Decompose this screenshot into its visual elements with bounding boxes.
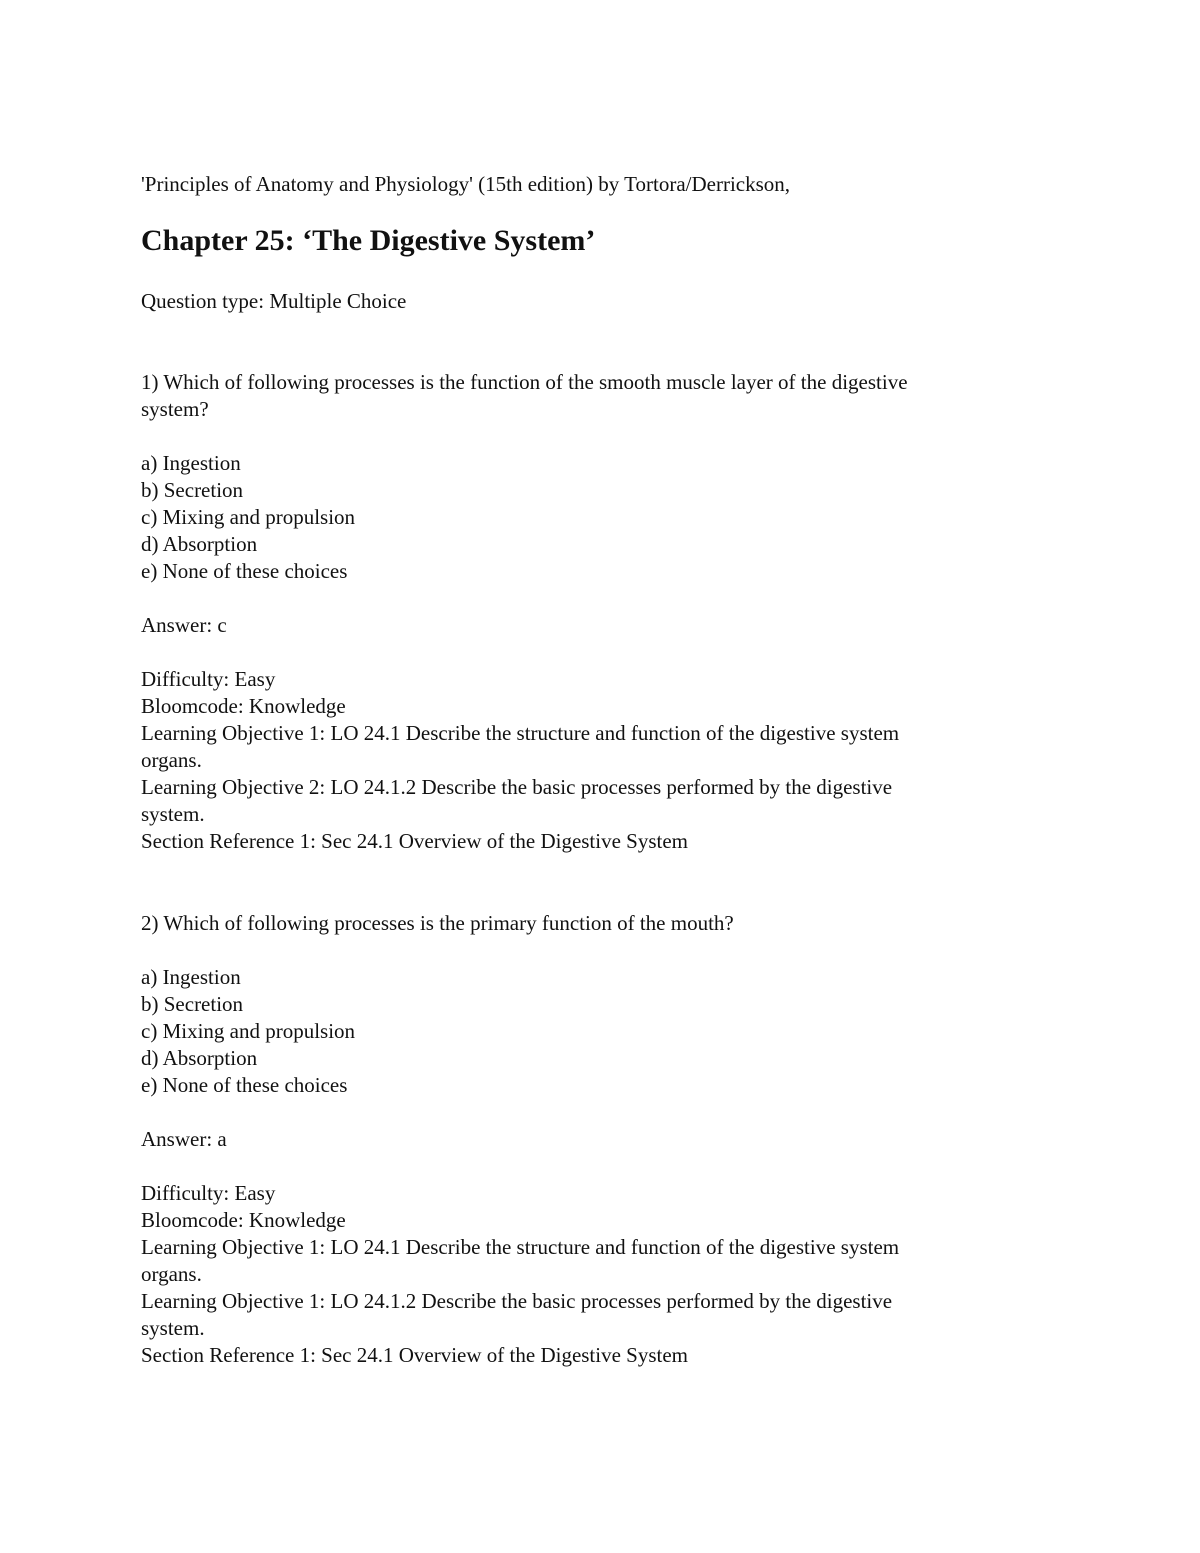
question-1-difficulty: Difficulty: Easy: [141, 667, 276, 691]
source-citation: 'Principles of Anatomy and Physiology' (15th edition) by Tortora/Derrickson,: [141, 172, 791, 196]
question-1-option-c: c) Mixing and propulsion: [141, 505, 356, 529]
question-2-option-b: b) Secretion: [141, 992, 244, 1016]
question-1-option-d: d) Absorption: [141, 532, 258, 556]
question-1-option-a: a) Ingestion: [141, 451, 241, 475]
question-2-bloomcode: Bloomcode: Knowledge: [141, 1208, 346, 1232]
question-1-learning-objective-1: Learning Objective 1: LO 24.1 Describe the structure and function of the digestive system: [141, 721, 900, 745]
question-2-answer: Answer: a: [141, 1127, 227, 1151]
question-2-option-a: a) Ingestion: [141, 965, 241, 989]
question-type: Question type: Multiple Choice: [141, 289, 407, 313]
question-2-option-d: d) Absorption: [141, 1046, 258, 1070]
question-2-prompt: 2) Which of following processes is the primary function of the mouth?: [141, 911, 734, 935]
question-1-bloomcode: Bloomcode: Knowledge: [141, 694, 346, 718]
question-2-difficulty: Difficulty: Easy: [141, 1181, 276, 1205]
question-2-learning-objective-2-continued: system.: [141, 1316, 205, 1340]
question-2-learning-objective-2: Learning Objective 1: LO 24.1.2 Describe the basic processes performed by the digestive: [141, 1289, 893, 1313]
question-2-learning-objective-1: Learning Objective 1: LO 24.1 Describe the structure and function of the digestive system: [141, 1235, 900, 1259]
question-2-learning-objective-1-continued: organs.: [141, 1262, 202, 1286]
question-1-prompt-continued: system?: [141, 397, 209, 421]
question-1-learning-objective-2: Learning Objective 2: LO 24.1.2 Describe the basic processes performed by the digestive: [141, 775, 893, 799]
question-1-learning-objective-1-continued: organs.: [141, 748, 202, 772]
question-2-section-reference: Section Reference 1: Sec 24.1 Overview of the Digestive System: [141, 1343, 689, 1367]
question-1-answer: Answer: c: [141, 613, 227, 637]
question-1-prompt: 1) Which of following processes is the function of the smooth muscle layer of the digestive: [141, 370, 908, 394]
question-1-option-b: b) Secretion: [141, 478, 244, 502]
question-2-option-e: e) None of these choices: [141, 1073, 348, 1097]
question-2-option-c: c) Mixing and propulsion: [141, 1019, 356, 1043]
question-1-option-e: e) None of these choices: [141, 559, 348, 583]
question-1-learning-objective-2-continued: system.: [141, 802, 205, 826]
chapter-title: Chapter 25: ‘The Digestive System’: [141, 224, 596, 257]
question-1-section-reference: Section Reference 1: Sec 24.1 Overview of the Digestive System: [141, 829, 689, 853]
